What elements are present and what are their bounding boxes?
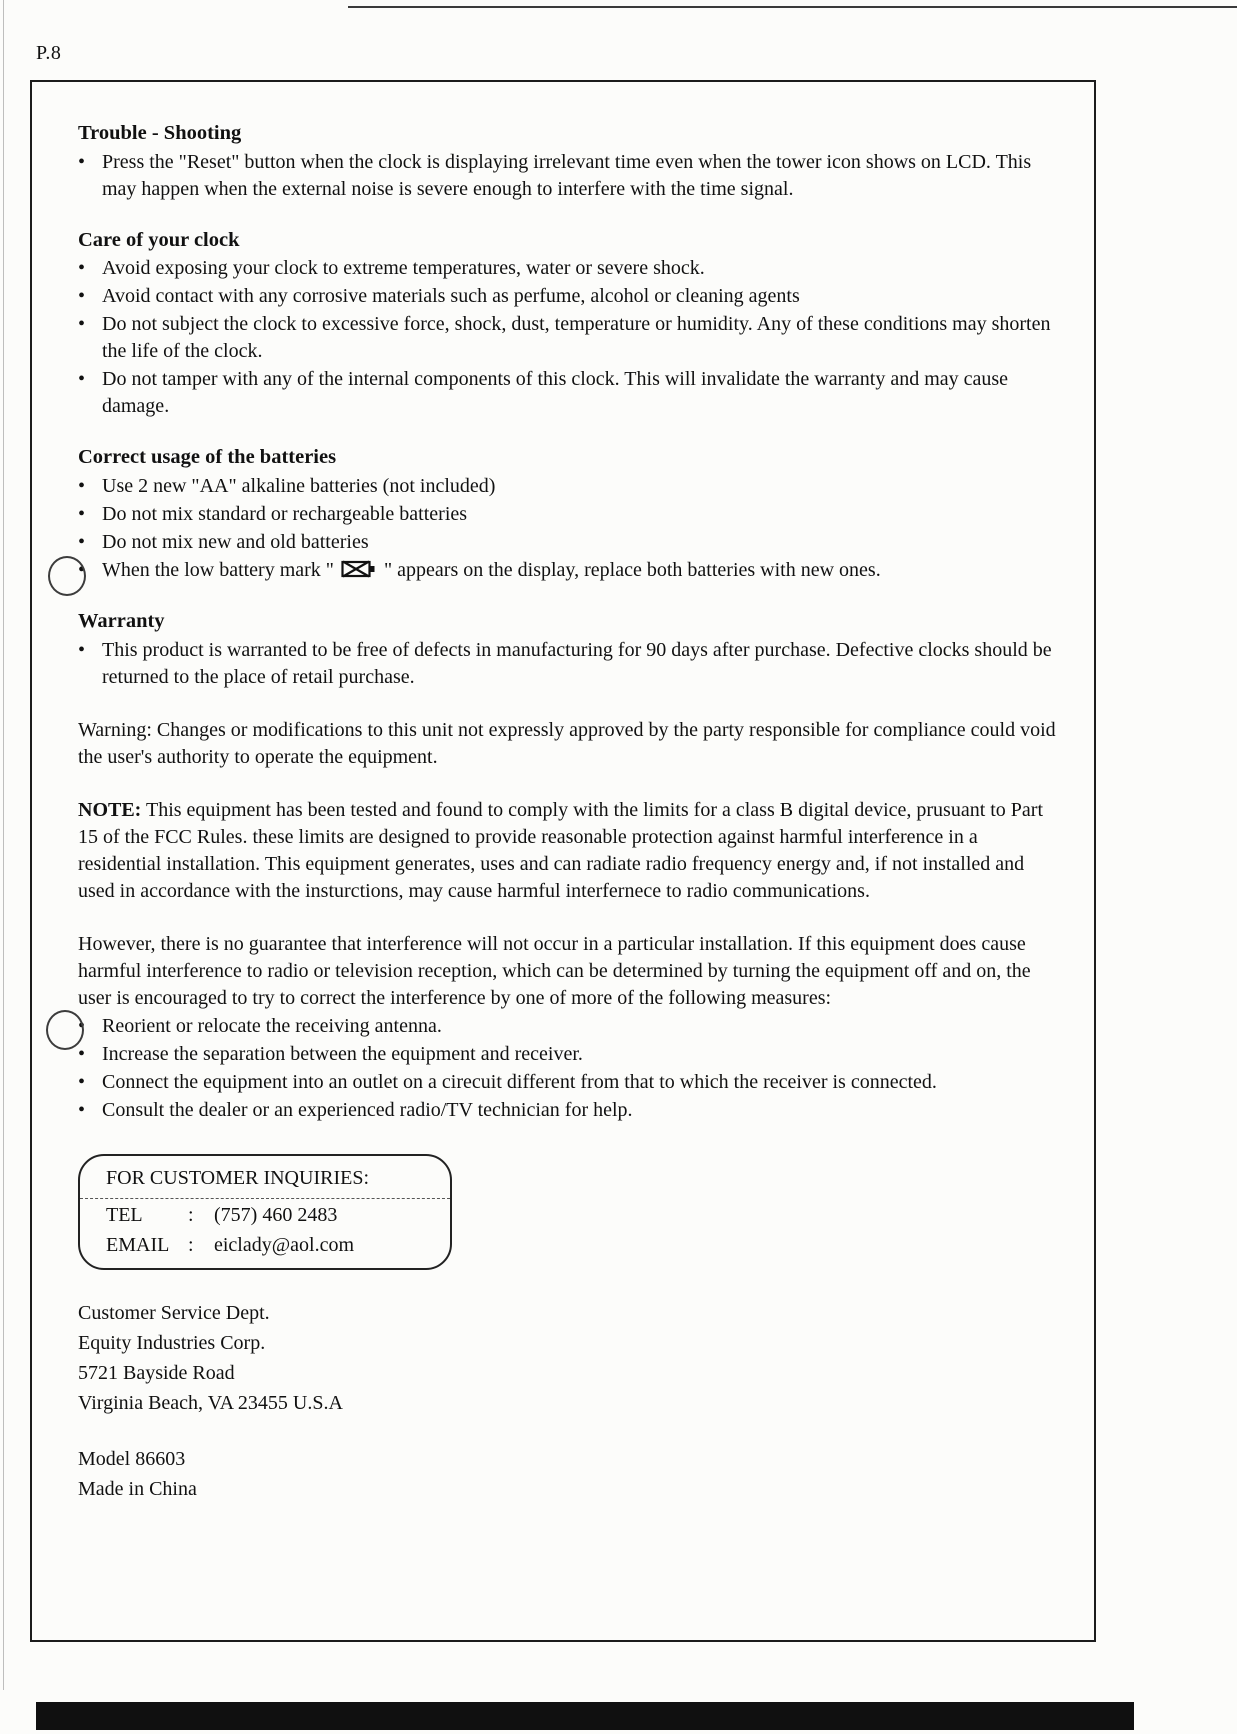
bullet-dot: • <box>78 1014 86 1037</box>
bullet-item <box>78 529 1060 556</box>
bullet-item <box>78 366 1060 420</box>
bullet-text: Avoid contact with any corrosive materials such as perfume, alcohol or cleaning agents <box>102 285 800 308</box>
bullet-dot: • <box>78 638 86 661</box>
address-line: Virginia Beach, VA 23455 U.S.A <box>78 1391 343 1414</box>
address-line: Customer Service Dept. <box>78 1301 270 1324</box>
model-block <box>78 1444 1060 1504</box>
bullet-text: Do not tamper with any of the internal components of this clock. This will invalidate the warranty and may cause damage. <box>102 368 1009 418</box>
address-line: 5721 Bayside Road <box>78 1361 235 1384</box>
bullet-item <box>78 1069 1060 1096</box>
hole-punch-mark <box>46 1010 84 1050</box>
inquiry-phone-value: (757) 460 2483 <box>214 1203 338 1226</box>
bullet-text: Do not mix standard or rechargeable batteries <box>102 503 468 526</box>
scan-edge-line-left <box>3 0 4 1690</box>
bullet-dot: • <box>78 531 86 554</box>
low-battery-text-suffix: " appears on the display, replace both batteries with new ones. <box>383 559 881 582</box>
bullet-text: Connect the equipment into an outlet on a cirecuit different from that to which the receiver is connected. <box>102 1070 937 1093</box>
bullet-item <box>78 283 1060 310</box>
bullet-text: Reorient or relocate the receiving antenna. <box>102 1014 442 1037</box>
bullet-item <box>78 311 1060 365</box>
section-warranty <box>78 608 1060 691</box>
paragraph-interference: However, there is no guarantee that interference will not occur in a particular installation. If this equipment does cause harmful interference to radio or television reception, which can be determined by turning the equipment off and on, the user is encouraged to try to correct the interference by one of more of the following measures: <box>78 932 1031 1009</box>
section-heading-batteries: Correct usage of the batteries <box>78 446 337 469</box>
bullet-text <box>102 557 1060 584</box>
bullet-text: Consult the dealer or an experienced radio/TV technician for help. <box>102 1098 633 1121</box>
bullet-text: Increase the separation between the equipment and receiver. <box>102 1042 583 1065</box>
note-label: NOTE: <box>78 798 142 821</box>
bullet-text: Use 2 new "AA" alkaline batteries (not included) <box>102 475 496 498</box>
customer-inquiries-title: FOR CUSTOMER INQUIRIES: <box>80 1163 450 1199</box>
bullet-dot: • <box>78 313 86 336</box>
paragraph-fcc-note <box>78 797 1060 905</box>
made-in-line: Made in China <box>78 1477 197 1500</box>
bullet-item <box>78 473 1060 500</box>
address-line: Equity Industries Corp. <box>78 1331 266 1354</box>
bullet-dot: • <box>78 475 86 498</box>
bullet-text: Avoid exposing your clock to extreme temperatures, water or severe shock. <box>102 257 705 280</box>
bullet-dot: • <box>78 150 86 173</box>
inquiry-email-value: eiclady@aol.com <box>214 1233 355 1256</box>
bullet-dot: • <box>78 368 86 391</box>
bullet-dot: • <box>78 285 86 308</box>
address-block <box>78 1298 1060 1418</box>
scan-edge-line-top <box>348 6 1237 8</box>
bullet-dot: • <box>78 503 86 526</box>
bullet-item <box>78 1013 1060 1040</box>
bullet-item <box>78 255 1060 282</box>
inquiry-colon: : <box>188 1233 194 1256</box>
bullet-dot: • <box>78 1070 86 1093</box>
interference-measures-list <box>78 1013 1060 1124</box>
model-number-line: Model 86603 <box>78 1447 186 1470</box>
customer-inquiries-box <box>78 1154 452 1270</box>
inquiry-row-email <box>80 1229 450 1259</box>
low-battery-text-prefix: When the low battery mark " <box>102 559 334 582</box>
bullet-item <box>78 501 1060 528</box>
low-battery-icon <box>341 559 377 579</box>
section-heading-trouble-shooting: Trouble - Shooting <box>78 122 242 144</box>
section-heading-warranty: Warranty <box>78 610 165 633</box>
bullet-item <box>78 1097 1060 1124</box>
bullet-item <box>78 1041 1060 1068</box>
bullet-dot: • <box>78 559 86 582</box>
scan-bottom-bar <box>36 1702 1134 1730</box>
section-heading-care: Care of your clock <box>78 228 240 251</box>
inquiry-label: EMAIL <box>106 1233 170 1256</box>
section-batteries <box>78 444 1060 584</box>
section-care <box>78 227 1060 421</box>
bullet-dot: • <box>78 1098 86 1121</box>
bullet-text: This product is warranted to be free of defects in manufacturing for 90 days after purchase. Defective clocks should be returned to the place of retail purchase. <box>102 638 1052 688</box>
bullet-text: Do not subject the clock to excessive force, shock, dust, temperature or humidity. Any of these conditions may shorten the life of the clock. <box>102 313 1051 363</box>
bullet-item-low-battery <box>78 557 1060 584</box>
bullet-text: Press the "Reset" button when the clock is displaying irrelevant time even when the tower icon shows on LCD. This may happen when the external noise is severe enough to interfere with the time signal. <box>102 150 1032 200</box>
inquiry-row-tel <box>80 1199 450 1229</box>
bullet-dot: • <box>78 257 86 280</box>
inquiry-label: TEL <box>106 1203 143 1226</box>
bullet-item <box>78 149 1060 203</box>
inquiry-colon: : <box>188 1203 194 1226</box>
note-text: This equipment has been tested and found to comply with the limits for a class B digital device, prusuant to Part 15 of the FCC Rules. these limits are designed to provide reasonable protection against harmful interference in a residential installation. This equipment generates, uses and can radiate radio frequency energy and, if not installed and used in accordance with the insturctions, may cause harmful interfernece to radio communications. <box>78 798 1044 902</box>
bullet-item <box>78 637 1060 691</box>
bullet-text: Do not mix new and old batteries <box>102 531 369 554</box>
hole-punch-mark <box>48 556 86 596</box>
bullet-dot: • <box>78 1042 86 1065</box>
content-border-box <box>30 80 1096 1642</box>
page-number: P.8 <box>36 42 62 64</box>
paragraph-warning: Warning: Changes or modifications to this unit not expressly approved by the party responsible for compliance could void the user's authority to operate the equipment. <box>78 718 1056 768</box>
